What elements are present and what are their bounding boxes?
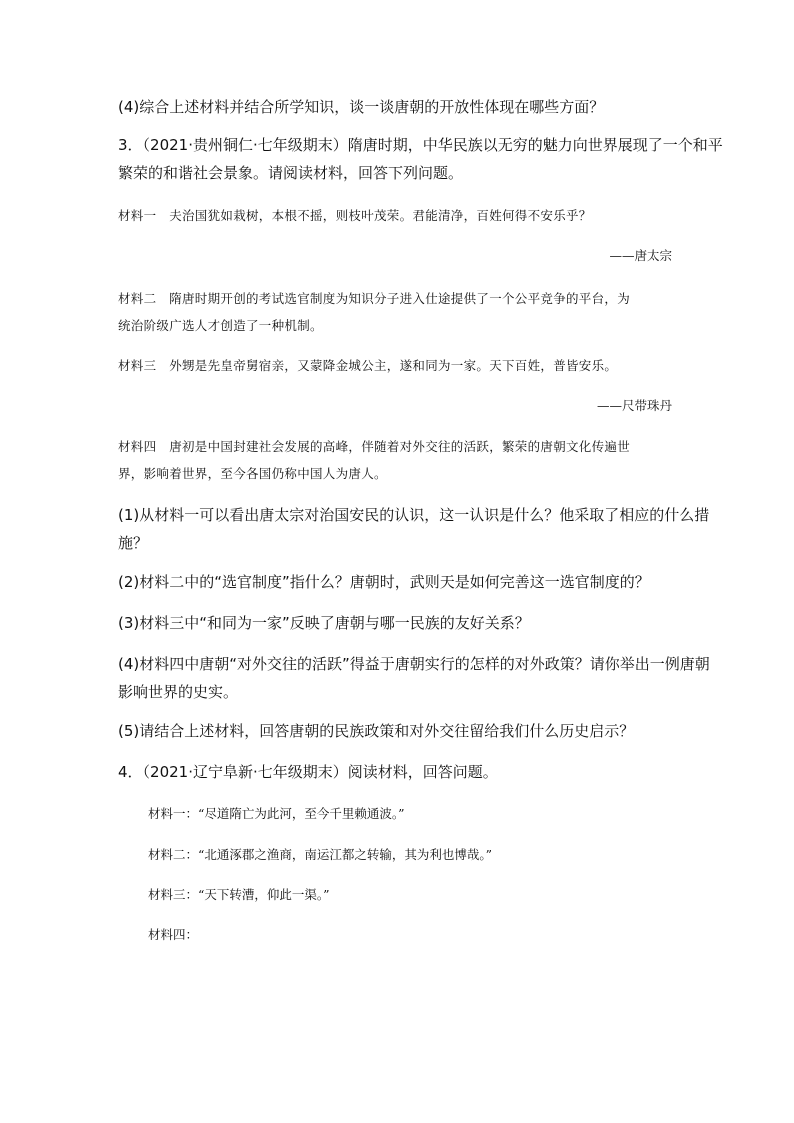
material-1-source: ——唐太宗: [609, 248, 672, 263]
question-intro-line1: （2021·贵州铜仁·七年级期末）隋唐时期，中华民族以无穷的魅力向世界展现了一个和平: [142, 136, 723, 154]
material-4-line1: 材料四 唐初是中国封建社会发展的高峰，伴随着对外交往的活跃，繁荣的唐朝文化传遍世: [118, 439, 631, 454]
sub-question-1-line2: 施？: [118, 534, 149, 552]
question-3-intro: [118, 134, 723, 155]
material-3-source: ——尺带珠丹: [596, 398, 672, 413]
sub-question-3: (3)材料三中“和同为一家”反映了唐朝与哪一民族的友好关系？: [118, 614, 530, 632]
material-1: 材料一 夫治国犹如栽树，本根不摇，则枝叶茂荣。君能清净，百姓何得不安乐乎？: [118, 208, 592, 223]
q4-material-2: 材料二：“北通涿郡之渔商，南运江都之转输，其为利也博哉。”: [148, 847, 493, 862]
material-3: 材料三 外甥是先皇帝舅宿亲，又蒙降金城公主，遂和同为一家。天下百姓，普皆安乐。: [118, 358, 618, 373]
sub-question-5: (5)请结合上述材料，回答唐朝的民族政策和对外交往留给我们什么历史启示？: [118, 722, 635, 740]
q4-material-4: 材料四：: [148, 927, 199, 942]
material-2-line2: 统治阶级广选人才创造了一种机制。: [118, 318, 323, 333]
q4-material-1: 材料一：“尽道隋亡为此河，至今千里赖通波。”: [148, 806, 405, 821]
question-3-4-prev: (4)综合上述材料并结合所学知识，谈一谈唐朝的开放性体现在哪些方面？: [118, 98, 605, 116]
q4-material-3: 材料三：“天下转漕，仰此一渠。”: [148, 887, 330, 902]
question-3-intro-line2: 繁荣的和谐社会景象。请阅读材料，回答下列问题。: [118, 164, 464, 182]
material-4-line2: 界，影响着世界，至今各国仍称中国人为唐人。: [118, 466, 387, 481]
material-2-line1: 材料二 隋唐时期开创的考试选官制度为知识分子进入仕途提供了一个公平竞争的平台，为: [118, 291, 631, 306]
sub-question-2: (2)材料二中的“选官制度”指什么？唐朝时，武则天是如何完善这一选官制度的？: [118, 573, 650, 591]
sub-question-4-line2: 影响世界的史实。: [118, 683, 239, 701]
question-number: 3．: [118, 136, 143, 154]
sub-question-4-line1: (4)材料四中唐朝“对外交往的活跃”得益于唐朝实行的怎样的对外政策？请你举出一例唐朝: [118, 655, 710, 673]
question-4-intro: 4．（2021·辽宁阜新·七年级期末）阅读材料，回答问题。: [118, 763, 498, 781]
sub-question-1-line1: (1)从材料一可以看出唐太宗对治国安民的认识，这一认识是什么？他采取了相应的什么措: [118, 506, 710, 524]
